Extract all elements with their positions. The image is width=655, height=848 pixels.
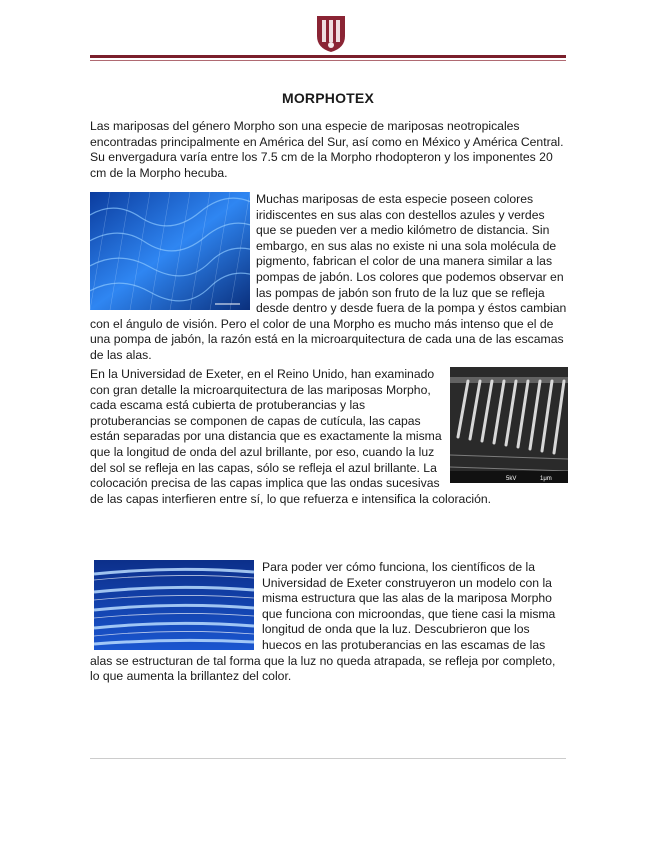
paragraph-iridescence: [90, 192, 568, 364]
header-divider-thin: [90, 60, 566, 61]
footer-divider: [90, 758, 566, 759]
paragraph-microwave-model: [90, 560, 568, 685]
wing-scales-photo: [90, 192, 250, 310]
paragraph-microwave-model-text: Para poder ver cómo funciona, los científicos de la Universidad de Exeter construyeron un modelo con la misma estructura que las alas de la mariposa Morpho que funciona con microondas, que tiene casi la misma longitud de onda que la luz. Descubrieron que los huecos en las protuberancias en las escamas de las alas se estructuran de tal forma que la luz no queda atrapada, se refleja por completo, lo que aumenta la brillantez del color.: [90, 560, 556, 684]
paragraph-intro: [90, 119, 568, 181]
sem-label-scale: 1μm: [540, 476, 552, 482]
document-title: MORPHOTEX: [281, 90, 375, 106]
paragraph-intro-text: Las mariposas del género Morpho son una especie de mariposas neotropicales encontradas principalmente en América del Sur, así como en México y América Central. Su envergadura varía entre los 7.5 cm de la Morpho rhodopteron y los imponentes 20 cm de la Morpho hecuba.: [90, 119, 564, 180]
wing-ridges-photo: [94, 560, 254, 650]
sem-microstructure-photo: [450, 367, 568, 483]
paragraph-exeter-text: En la Universidad de Exeter, en el Reino Unido, han examinado con gran detalle la microarquitectura de las mariposas Morpho, cada escama está cubierta de protuberancias y las protuberancias se componen de capas de cutícula, las capas están separadas por una distancia que es exactamente la misma que la longitud de onda del azul brillante, por eso, cuando la luz del sol se refleja en las capas, sólo se refleja el azul brillante. La colocación precisa de las capas implica que las ondas sucesivas de las capas interfieren entre sí, lo que refuerza e intensifica la coloración.: [90, 367, 492, 506]
header-divider: [90, 55, 566, 58]
sem-label-voltage: 5kV: [506, 476, 517, 482]
institution-logo-icon: [313, 12, 349, 54]
paragraph-exeter: [90, 367, 568, 507]
paragraph-iridescence-text: Muchas mariposas de esta especie poseen colores iridiscentes en sus alas con destellos azules y verdes que se pueden ver a medio kilómetro de distancia. Sin embargo, en sus alas no existe ni una sola molécula de pigmento, fabrican el color de una manera similar a las pompas de jabón. Los colores que podemos observar en las pompas de jabón son fruto de la luz que se refleja desde dentro y desde fuera de la pompa y éstos cambian con el ángulo de visión. Pero el color de una Morpho es mucho más intenso que el de una pompa de jabón, la razón está en la microarquitectura de cada una de las escamas de las alas.: [90, 192, 567, 362]
